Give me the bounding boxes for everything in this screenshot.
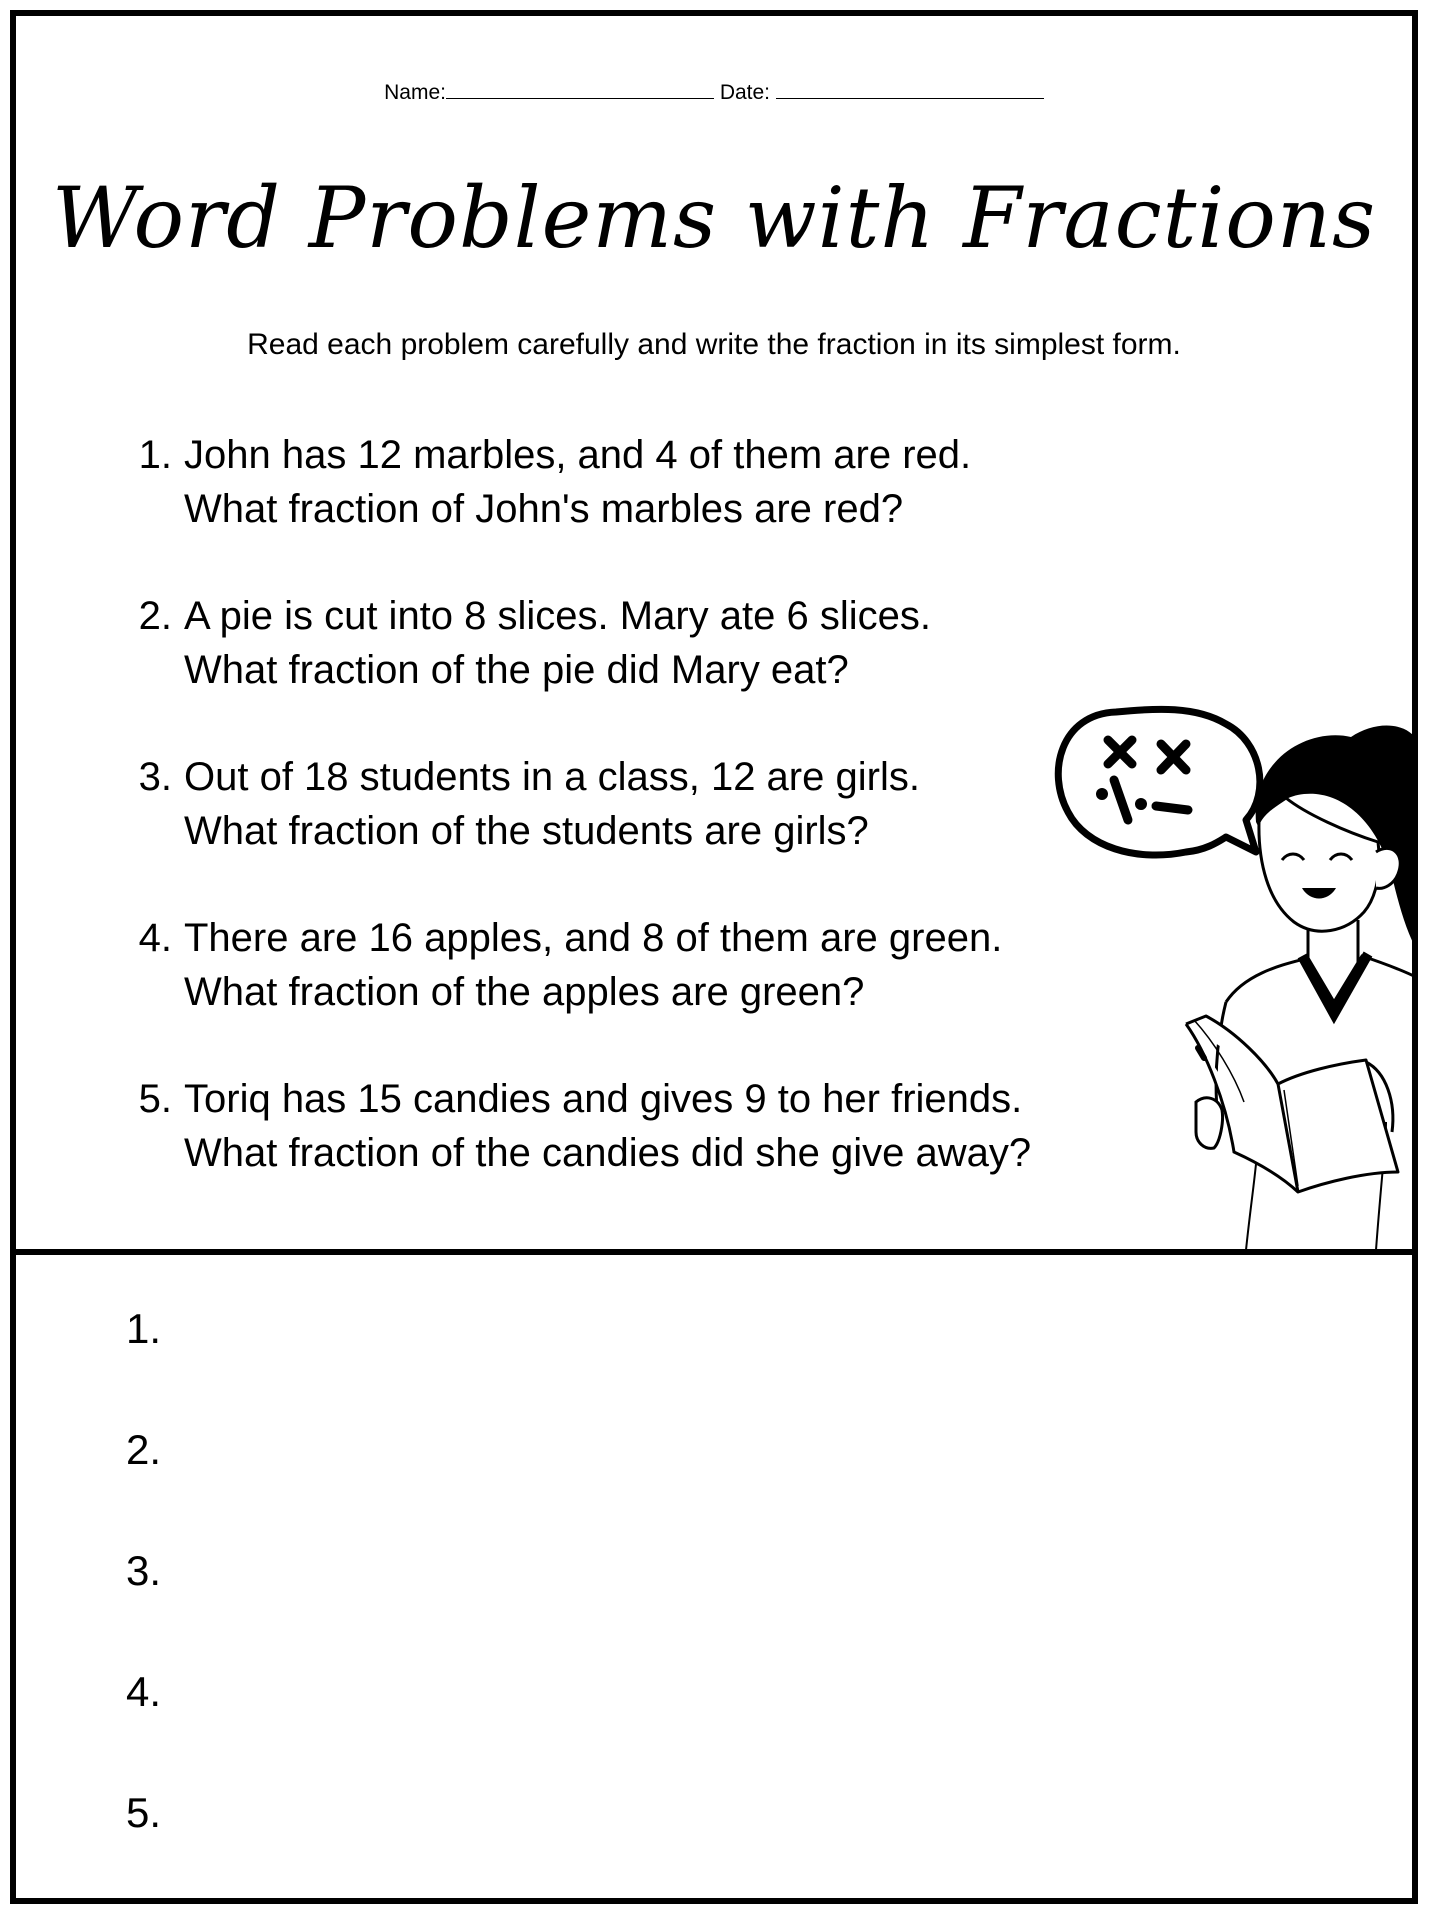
answer-line[interactable]: 4. xyxy=(126,1668,162,1715)
problem-list xyxy=(116,428,1116,1233)
problem-text xyxy=(184,750,920,858)
problem-number: 1. xyxy=(138,433,172,477)
name-label: Name: xyxy=(384,81,446,104)
problem-text xyxy=(184,428,971,536)
problem-item xyxy=(116,911,1116,1072)
problem-item xyxy=(116,1072,1116,1233)
problem-line-2: What fraction of John's marbles are red? xyxy=(184,487,904,531)
problem-number: 4. xyxy=(138,916,172,960)
problem-text xyxy=(184,911,1002,1019)
section-divider xyxy=(16,1249,1412,1255)
problem-line-2: What fraction of the candies did she give away? xyxy=(184,1131,1032,1175)
problem-number: 2. xyxy=(138,594,172,638)
problem-item xyxy=(116,589,1116,750)
answer-line[interactable]: 2. xyxy=(126,1426,162,1473)
date-field[interactable] xyxy=(776,80,1044,99)
problem-line-2: What fraction of the apples are green? xyxy=(184,970,865,1014)
name-date-row xyxy=(16,80,1412,105)
problem-number: 5. xyxy=(138,1077,172,1121)
name-field[interactable] xyxy=(446,80,714,99)
page-title: Word Problems with Fractions xyxy=(51,169,1377,267)
math-symbols-speech-bubble-icon xyxy=(1058,709,1260,855)
problem-text xyxy=(184,589,931,697)
problem-line-2: What fraction of the pie did Mary eat? xyxy=(184,648,849,692)
problem-item xyxy=(116,750,1116,911)
problem-line-1: There are 16 apples, and 8 of them are green. xyxy=(184,916,1003,960)
instructions: Read each problem carefully and write the fraction in its simplest form. xyxy=(247,328,1181,361)
girl-reading-book-icon xyxy=(1046,702,1418,1250)
problem-line-1: Toriq has 15 candies and gives 9 to her friends. xyxy=(184,1077,1023,1121)
problem-line-1: John has 12 marbles, and 4 of them are red. xyxy=(184,433,972,477)
problem-line-1: Out of 18 students in a class, 12 are girls. xyxy=(184,755,920,799)
answer-line[interactable]: 5. xyxy=(126,1789,162,1836)
problem-line-2: What fraction of the students are girls? xyxy=(184,809,869,853)
problem-item xyxy=(116,428,1116,589)
answer-line[interactable]: 3. xyxy=(126,1547,162,1594)
worksheet-frame xyxy=(10,10,1418,1904)
date-label: Date: xyxy=(719,81,771,104)
problem-line-1: A pie is cut into 8 slices. Mary ate 6 slices. xyxy=(184,594,931,638)
problem-text xyxy=(184,1072,1031,1180)
answer-line[interactable]: 1. xyxy=(126,1305,162,1352)
problem-number: 3. xyxy=(138,755,172,799)
answer-list xyxy=(126,1304,161,1909)
